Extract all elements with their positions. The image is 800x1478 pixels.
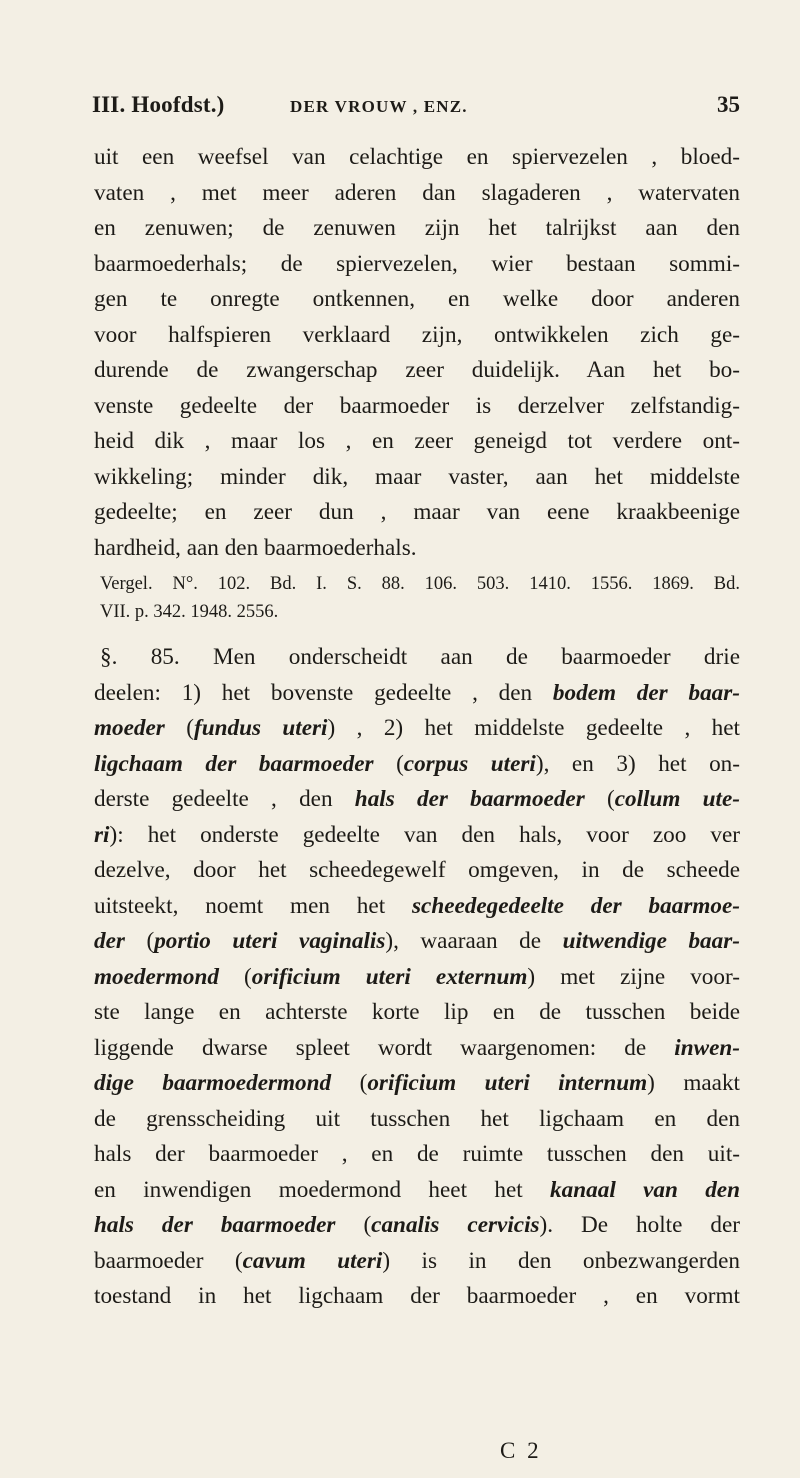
text-run: ). De holte der	[539, 1212, 741, 1238]
body-text	[94, 140, 740, 1315]
text-run: (	[373, 750, 404, 777]
paragraph-85	[94, 640, 740, 1315]
text-line	[94, 960, 740, 996]
text-run: deelen: 1) het bovenste gedeelte , den	[94, 679, 553, 706]
text-run: (	[124, 928, 155, 954]
text-line	[94, 1066, 740, 1102]
text-run: ), waaraan de	[385, 928, 563, 954]
text-run: ) , 2) het middelste gedeelte , het	[327, 715, 740, 741]
text-line: vaten , met meer aderen dan slagaderen , watervaten	[94, 179, 740, 206]
text-line	[94, 1208, 740, 1244]
text-run: (	[335, 1212, 372, 1238]
text-run: (	[331, 1070, 368, 1096]
latin-term: orificium uteri internum	[367, 1070, 648, 1096]
text-run: uitsteekt, noemt men het	[94, 892, 412, 919]
term: der	[94, 928, 125, 954]
text-run: derste gedeelte , den	[94, 786, 355, 812]
printer-signature: C 2	[500, 1438, 542, 1463]
text-line	[94, 676, 740, 712]
term: uitwendige baar-	[562, 928, 740, 954]
reference-line: Vergel. N°. 102. Bd. I. S. 88. 106. 503. 1410. 1556. 1869. Bd.	[100, 574, 740, 594]
text-line	[94, 1244, 740, 1280]
text-run: baarmoeder (	[94, 1247, 243, 1274]
text-line: voor halfspieren verklaard zijn, ontwikkelen zich ge-	[94, 321, 740, 348]
page-number: 35	[717, 92, 740, 117]
text-line: durende de zwangerschap zeer duidelijk. Aan het bo-	[94, 357, 740, 383]
text-line: en zenuwen; de zenuwen zijn het talrijkst aan den	[94, 215, 740, 241]
term: kanaal van den	[550, 1176, 740, 1203]
term: moedermond	[94, 963, 219, 990]
text-line	[94, 747, 740, 783]
latin-term: portio uteri vaginalis	[154, 928, 386, 954]
text-line	[94, 1173, 740, 1209]
text-line	[94, 889, 740, 925]
latin-term: collum ute-	[614, 786, 740, 812]
text-line	[94, 782, 740, 818]
latin-term: ri	[94, 821, 110, 848]
reference-note	[94, 570, 740, 626]
text-line	[94, 1031, 740, 1067]
latin-term: orificium uteri externum	[251, 963, 528, 990]
text-line: venste gedeelte der baarmoeder is derzelver zelfstandig-	[94, 392, 740, 419]
term: inwen-	[674, 1034, 740, 1061]
term: hals der baarmoeder	[354, 786, 585, 812]
text-line: wikkeling; minder dik, maar vaster, aan het middelste	[94, 463, 740, 490]
text-run: ) maakt	[647, 1070, 740, 1096]
paragraph-gap	[94, 626, 740, 640]
text-line: heid dik , maar los , en zeer geneigd tot verdere ont-	[94, 428, 740, 454]
text-line: uit een weefsel van celachtige en spiervezelen , bloed-	[94, 144, 740, 170]
text-run: ) met zijne voor-	[527, 963, 740, 990]
paragraph-1	[94, 140, 740, 566]
latin-term: canalis cervicis	[371, 1212, 540, 1238]
text-line: toestand in het ligchaam der baarmoeder , en vormt	[94, 1283, 740, 1309]
text-line: ste lange en achterste korte lip en de tusschen beide	[94, 999, 740, 1025]
text-line: §. 85. Men onderscheidt aan de baarmoeder drie	[100, 644, 740, 670]
text-line	[94, 924, 740, 960]
text-line: hals der baarmoeder , en de ruimte tusschen den uit-	[94, 1141, 740, 1167]
term: dige baarmoedermond	[94, 1070, 332, 1096]
term: bodem der baar-	[552, 679, 741, 706]
reference-line: VII. p. 342. 1948. 2556.	[100, 602, 279, 622]
term: scheedegedeelte der baarmoe-	[412, 892, 740, 919]
text-line	[94, 711, 740, 747]
text-run: ): het onderste gedeelte van den hals, voor zoo ver	[109, 821, 740, 848]
text-line: gen te onregte ontkennen, en welke door anderen	[94, 286, 740, 312]
text-run: (	[218, 963, 252, 990]
latin-term: corpus uteri	[403, 750, 536, 777]
term: hals der baarmoeder	[94, 1212, 336, 1238]
text-run: (	[584, 786, 615, 812]
running-head	[92, 92, 740, 132]
text-run: ) is in den onbezwangerden	[382, 1247, 740, 1274]
text-run: ), en 3) het on-	[535, 750, 740, 777]
text-line: de grensscheiding uit tusschen het ligchaam en den	[94, 1105, 740, 1132]
text-line	[94, 818, 740, 854]
text-run: (	[164, 715, 194, 741]
latin-term: cavum uteri	[242, 1247, 383, 1274]
term: ligchaam der baarmoeder	[94, 750, 374, 777]
text-run: en inwendigen moedermond heet het	[94, 1176, 551, 1203]
chapter-heading: III. Hoofdst.)	[92, 92, 225, 117]
latin-term: fundus uteri	[193, 715, 328, 741]
running-title: DER VROUW , ENZ.	[290, 97, 468, 116]
text-line: dezelve, door het scheedegewelf omgeven, in de scheede	[94, 857, 740, 883]
text-line: baarmoederhals; de spiervezelen, wier bestaan sommi-	[94, 250, 740, 277]
text-run: liggende dwarse spleet wordt waargenomen: de	[94, 1034, 675, 1061]
term: moeder	[94, 715, 165, 741]
text-line: hardheid, aan den baarmoederhals.	[94, 534, 417, 561]
text-line: gedeelte; en zeer dun , maar van eene kraakbeenige	[94, 499, 740, 525]
